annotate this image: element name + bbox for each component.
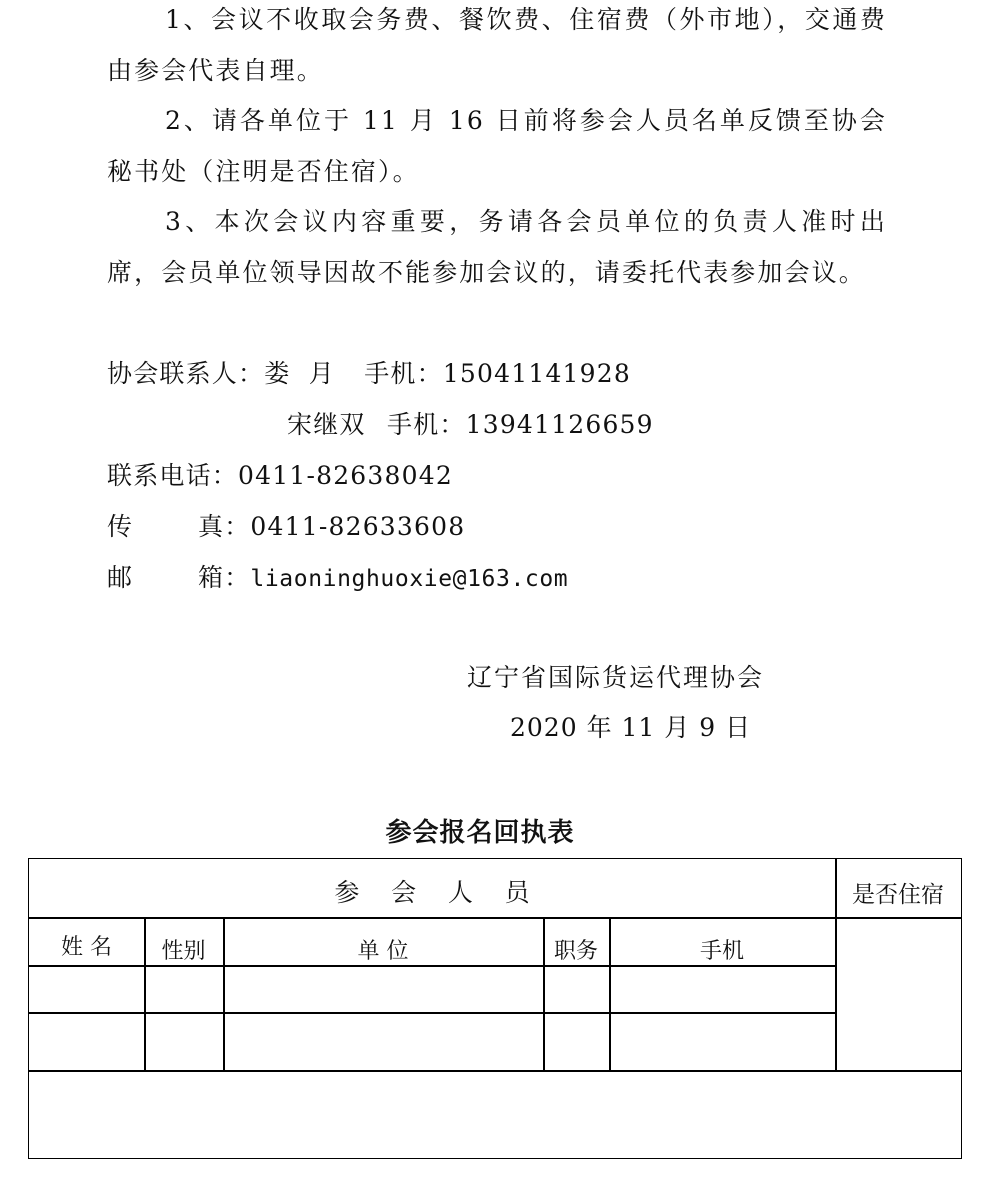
name-cell[interactable] <box>31 967 143 1011</box>
unit-cell[interactable] <box>225 967 542 1011</box>
form-title: 参会报名回执表 <box>385 818 575 848</box>
email-row <box>107 562 568 595</box>
signature-date: 2020 年 11 月 9 日 <box>510 713 752 742</box>
registration-table <box>28 858 962 1159</box>
group-header: 参 会 人 员 <box>334 878 530 907</box>
tel-row <box>107 460 453 492</box>
tel-value: 0411-82638042 <box>238 461 453 490</box>
note-1: 1、会议不收取会务费、餐饮费、住宿费（外市地），交通费由参会代表自理。 <box>107 5 887 85</box>
email-label-1: 邮 <box>107 563 134 592</box>
row-divider <box>29 917 961 919</box>
contact-phone-label-2: 手机： <box>387 410 466 439</box>
fax-value: 0411-82633608 <box>250 512 466 541</box>
unit-cell[interactable] <box>225 1014 542 1069</box>
contact-phone-1: 15041141928 <box>442 359 631 388</box>
mobile-cell[interactable] <box>611 1014 834 1069</box>
col-header-unit: 单 位 <box>357 939 409 964</box>
note-2: 2、请各单位于 11 月 16 日前将参会人员名单反馈至协会秘书处（注明是否住宿）。 <box>107 106 887 186</box>
contact-phone-2: 13941126659 <box>465 410 654 439</box>
tel-label: 联系电话： <box>107 461 239 490</box>
contact-name-2: 宋继双 <box>287 410 366 439</box>
col-header-mobile: 手机 <box>699 939 744 964</box>
lodging-cell[interactable] <box>837 919 960 1069</box>
gender-cell[interactable] <box>146 967 222 1011</box>
email-value: liaoninghuoxie@163.com <box>250 566 569 592</box>
col-header-gender: 性别 <box>161 939 206 964</box>
signature-org: 辽宁省国际货运代理协会 <box>467 663 765 692</box>
note-3: 3、本次会议内容重要，务请各会员单位的负责人准时出席，会员单位领导因故不能参加会议的，请委托代表参加会议。 <box>107 207 887 287</box>
fax-row <box>107 511 465 543</box>
contact-name-1: 娄 月 <box>264 359 335 388</box>
contact-phone-label-1: 手机： <box>364 359 443 388</box>
contact-label: 协会联系人： <box>107 359 265 388</box>
email-label-2: 箱： <box>198 563 251 592</box>
lodging-header: 是否住宿 <box>852 882 944 908</box>
gender-cell[interactable] <box>146 1014 222 1069</box>
fax-label-1: 传 <box>107 512 134 541</box>
contact-row-2 <box>287 409 654 441</box>
fax-label-2: 真： <box>198 512 251 541</box>
name-cell[interactable] <box>31 1014 143 1069</box>
col-header-position: 职务 <box>553 939 598 964</box>
remarks-cell[interactable] <box>31 1072 960 1156</box>
position-cell[interactable] <box>545 967 608 1011</box>
col-header-name: 姓 名 <box>61 935 112 960</box>
position-cell[interactable] <box>545 1014 608 1069</box>
contact-row-1 <box>107 358 631 390</box>
mobile-cell[interactable] <box>611 967 834 1011</box>
